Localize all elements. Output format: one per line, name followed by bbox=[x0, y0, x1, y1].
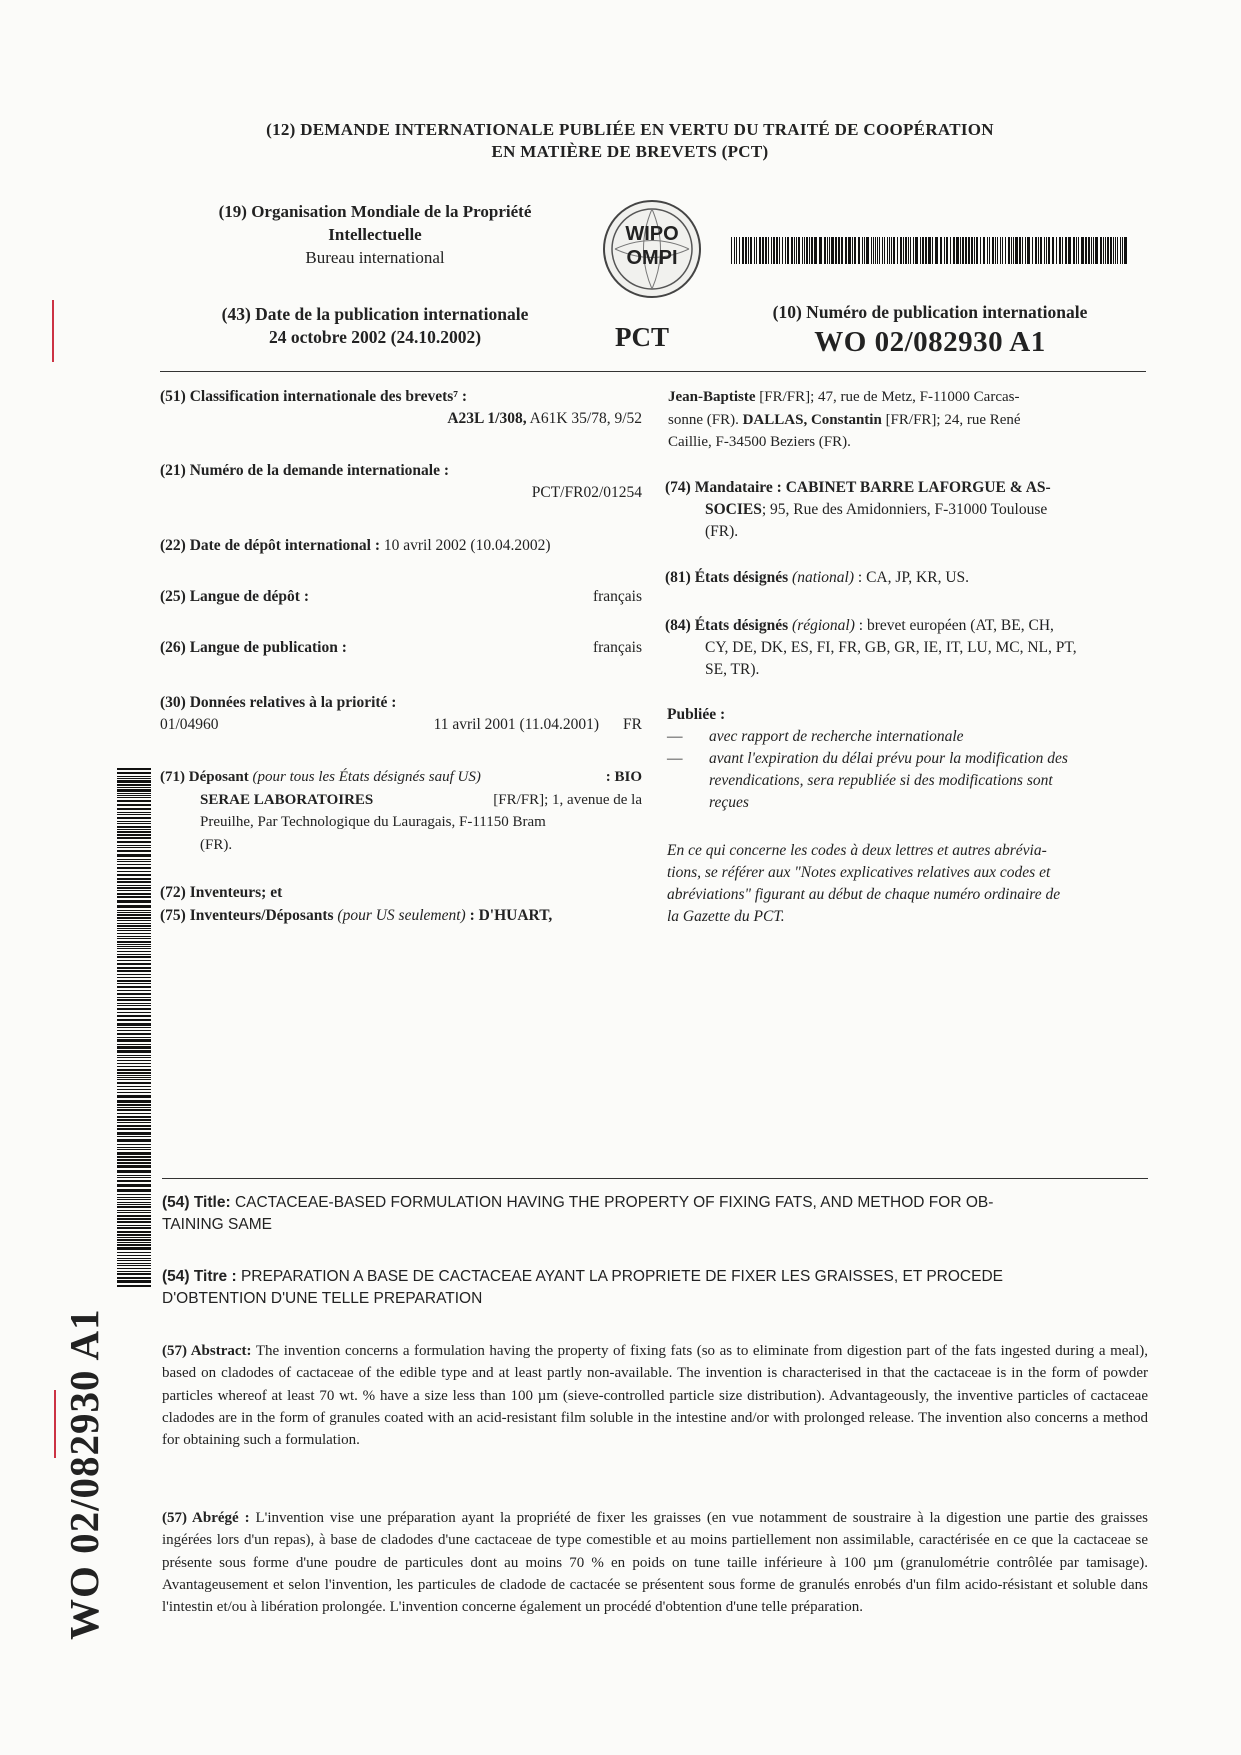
logo-bottom-text: OMPI bbox=[626, 247, 678, 269]
published-item-2a: avant l'expiration du délai prévu pour la modification des bbox=[709, 750, 1068, 767]
field-74 bbox=[665, 477, 1147, 543]
field-22-value: 10 avril 2002 (10.04.2002) bbox=[383, 537, 551, 554]
scan-mark-bottom bbox=[54, 1390, 56, 1458]
publication-number-block bbox=[730, 301, 1130, 360]
barcode-vertical bbox=[117, 768, 151, 1288]
inventor-2-city: Caillie, F-34500 Beziers (FR). bbox=[668, 434, 851, 450]
codes-note-line2: tions, se référer aux "Notes explicatives relatives aux codes et bbox=[667, 864, 1051, 881]
abstract-en-label: (57) Abstract: bbox=[162, 1343, 252, 1359]
organisation-block bbox=[160, 200, 590, 270]
field-22-label: Date de dépôt international : bbox=[189, 537, 380, 554]
field-84-line1: : brevet européen (AT, BE, CH, bbox=[858, 617, 1054, 634]
title-fr-line1: PREPARATION A BASE DE CACTACEAE AYANT LA PROPRIETE DE FIXER LES GRAISSES, ET PROCEDE bbox=[240, 1268, 1003, 1285]
field-84 bbox=[665, 615, 1147, 681]
field-51-label: Classification internationale des brevets⁷ : bbox=[189, 388, 468, 405]
field-71 bbox=[160, 766, 642, 856]
field-81-num: (81) bbox=[665, 569, 691, 586]
field-71-colon: : bbox=[605, 769, 611, 785]
field-21-label: Numéro de la demande internationale : bbox=[189, 462, 450, 479]
field-74-name1: CABINET BARRE LAFORGUE & AS- bbox=[785, 479, 1051, 496]
publication-number-label: (10) Numéro de publication internationale bbox=[772, 302, 1088, 322]
field-21-value: PCT/FR02/01254 bbox=[531, 484, 642, 501]
header-line-2: EN MATIÈRE DE BREVETS (PCT) bbox=[491, 142, 769, 161]
published-dash-1: — bbox=[667, 728, 683, 745]
published-label: Publiée : bbox=[667, 706, 726, 723]
field-26 bbox=[160, 637, 642, 659]
field-71-name2: SERAE LABORATOIRES bbox=[200, 791, 374, 808]
field-81-value: : CA, JP, KR, US. bbox=[857, 569, 970, 586]
field-74-addr1: ; 95, Rue des Amidonniers, F-31000 Toulouse bbox=[761, 501, 1048, 518]
field-74-num: (74) bbox=[665, 479, 691, 496]
middle-rule bbox=[162, 1178, 1148, 1179]
field-25-num: (25) bbox=[160, 588, 186, 605]
inventors-continued bbox=[668, 386, 1148, 454]
field-71-addr3: (FR). bbox=[200, 836, 233, 853]
field-25-label: Langue de dépôt : bbox=[189, 588, 309, 605]
field-71-addr2: Preuilhe, Par Technologique du Lauragais, F-11150 Bram bbox=[200, 814, 546, 830]
field-74-label: Mandataire : bbox=[694, 479, 782, 496]
side-publication-number: WO 02/082930 A1 bbox=[61, 1308, 107, 1640]
codes-note bbox=[667, 840, 1149, 928]
codes-note-line3: abréviations" figurant au début de chaque numéro ordinaire de bbox=[667, 886, 1061, 903]
priority-date: 11 avril 2001 (11.04.2001) bbox=[433, 716, 600, 733]
field-84-line3: SE, TR). bbox=[705, 661, 760, 678]
field-81-qualifier: (national) bbox=[792, 569, 855, 586]
field-81 bbox=[665, 567, 1147, 589]
field-51 bbox=[160, 386, 642, 430]
top-rule bbox=[160, 371, 1146, 372]
abstract-fr-text: L'invention vise une préparation ayant la propriété de fixer les graisses (en vue notamment de soustraire à la digestion une partie des graisses ingérées lors d'un repas), à base de cladodes d'une cactaceae de type comestible et au moins partiellement non assimilable, caractérisée en ce que la cactaceae se présente sous forme d'une poudre de particules dont au moins 70 % en poids on tune taille inférieure à 100 µm (granulométrie contrôlée par tamisage). Avantageusement et selon l'invention, les particules de cladode de cactacée se présentent sous forme de granulés enrobés d'un film acido-résistant et soluble dans l'intestin et/ou à libération prolongée. L'invention concerne également un procédé d'obtention d'une telle préparation. bbox=[162, 1510, 1149, 1616]
field-25-value: français bbox=[592, 588, 642, 605]
field-84-qualifier: (régional) bbox=[792, 617, 855, 634]
field-71-label: Déposant bbox=[188, 769, 249, 785]
field-26-num: (26) bbox=[160, 639, 186, 656]
published-block bbox=[667, 704, 1149, 814]
title-fr-line2: D'OBTENTION D'UNE TELLE PREPARATION bbox=[162, 1290, 483, 1307]
field-71-num: (71) bbox=[160, 769, 185, 785]
abstract-french bbox=[162, 1507, 1148, 1618]
field-30-label: Données relatives à la priorité : bbox=[189, 694, 397, 711]
field-81-label: États désignés bbox=[694, 569, 789, 586]
field-25 bbox=[160, 586, 642, 608]
wipo-logo bbox=[603, 200, 701, 298]
logo-top-text: WIPO bbox=[625, 223, 679, 245]
codes-note-line4: la Gazette du PCT. bbox=[667, 908, 785, 925]
publication-date-value: 24 octobre 2002 (24.10.2002) bbox=[268, 327, 482, 347]
org-line-1: (19) Organisation Mondiale de la Propriété bbox=[218, 202, 532, 221]
field-22-num: (22) bbox=[160, 537, 186, 554]
inventor-2-address: [FR/FR]; 24, rue René bbox=[885, 411, 1021, 428]
field-30 bbox=[160, 692, 642, 736]
title-french bbox=[162, 1266, 1148, 1310]
inventor-1-name: Jean-Baptiste bbox=[668, 389, 756, 405]
published-dash-2: — bbox=[667, 750, 683, 767]
org-line-3: Bureau international bbox=[305, 248, 445, 267]
barcode-horizontal bbox=[731, 237, 1131, 264]
field-72 bbox=[160, 882, 642, 904]
field-84-line2: CY, DE, DK, ES, FI, FR, GB, GR, IE, IT, LU, MC, NL, PT, bbox=[705, 639, 1077, 656]
field-51-bold-value: A23L 1/308, bbox=[447, 410, 527, 427]
field-75-label: Inventeurs/Déposants bbox=[189, 907, 334, 924]
published-item-2b: revendications, sera republiée si des modifications sont bbox=[709, 772, 1053, 789]
inventor-2-name: DALLAS, Constantin bbox=[742, 411, 882, 428]
field-74-name2: SOCIES bbox=[705, 501, 762, 518]
field-75-name: D'HUART, bbox=[478, 907, 553, 924]
codes-note-line1: En ce qui concerne les codes à deux lettres et autres abrévia- bbox=[667, 842, 1047, 859]
field-26-label: Langue de publication : bbox=[189, 639, 347, 656]
title-english bbox=[162, 1192, 1148, 1236]
field-71-qualifier: (pour tous les États désignés sauf US) bbox=[252, 769, 481, 785]
title-fr-label: (54) Titre : bbox=[162, 1268, 237, 1285]
field-21 bbox=[160, 460, 642, 504]
field-75 bbox=[160, 905, 642, 927]
field-30-num: (30) bbox=[160, 694, 186, 711]
header-line-1: (12) DEMANDE INTERNATIONALE PUBLIÉE EN VERTU DU TRAITÉ DE COOPÉRATION bbox=[266, 120, 994, 139]
priority-country: FR bbox=[623, 716, 642, 733]
field-75-colon: : bbox=[469, 907, 475, 924]
field-74-addr2: (FR). bbox=[705, 523, 739, 540]
field-51-value: A61K 35/78, 9/52 bbox=[529, 410, 642, 427]
title-en-line2: TAINING SAME bbox=[162, 1216, 272, 1233]
publication-date-label: (43) Date de la publication internationale bbox=[221, 304, 529, 324]
pct-label: PCT bbox=[615, 322, 669, 352]
inventor-1-city: sonne (FR). bbox=[668, 411, 739, 428]
inventor-1-address: [FR/FR]; 47, rue de Metz, F-11000 Carcas- bbox=[759, 389, 1020, 405]
field-84-num: (84) bbox=[665, 617, 691, 634]
field-84-label: États désignés bbox=[694, 617, 789, 634]
abstract-english bbox=[162, 1340, 1148, 1451]
field-22 bbox=[160, 535, 642, 557]
org-line-2: Intellectuelle bbox=[328, 225, 422, 244]
field-72-num: (72) bbox=[160, 884, 186, 901]
published-item-1: avec rapport de recherche internationale bbox=[709, 728, 964, 745]
scan-mark-top bbox=[52, 300, 54, 362]
abstract-en-text: The invention concerns a formulation having the property of fixing fats (so as to eliminate from digestion part of the fats ingested during a meal), based on cladodes of cactaceae of the edible type and at least partly non-available. The invention is characterised in that the cactaceae is in the form of powder particles whereof at least 70 wt. % have a size less than 100 µm (sieve-controlled particle size distribution). Advantageously, the inventive particles of cactaceae cladodes are in the form of granules coated with an acid-resistant film soluble in the intestine and/or with prolonged release. The invention also concerns a method for obtaining such a formulation. bbox=[162, 1343, 1148, 1449]
field-71-name1: BIO bbox=[614, 769, 642, 785]
field-71-addr1: [FR/FR]; 1, avenue de la bbox=[493, 791, 642, 808]
title-en-label: (54) Title: bbox=[162, 1194, 231, 1211]
field-75-qualifier: (pour US seulement) bbox=[337, 907, 466, 924]
field-75-num: (75) bbox=[160, 907, 186, 924]
published-item-2c: reçues bbox=[709, 794, 749, 811]
field-21-num: (21) bbox=[160, 462, 186, 479]
title-en-line1: CACTACEAE-BASED FORMULATION HAVING THE PROPERTY OF FIXING FATS, AND METHOD FOR OB- bbox=[234, 1194, 994, 1211]
abstract-fr-label: (57) Abrégé : bbox=[162, 1510, 250, 1526]
field-72-label: Inventeurs; et bbox=[189, 884, 283, 901]
publication-date-block bbox=[160, 303, 590, 349]
priority-application: 01/04960 bbox=[160, 716, 219, 733]
publication-number-value: WO 02/082930 A1 bbox=[814, 326, 1046, 358]
field-51-num: (51) bbox=[160, 388, 186, 405]
field-26-value: français bbox=[592, 639, 642, 656]
